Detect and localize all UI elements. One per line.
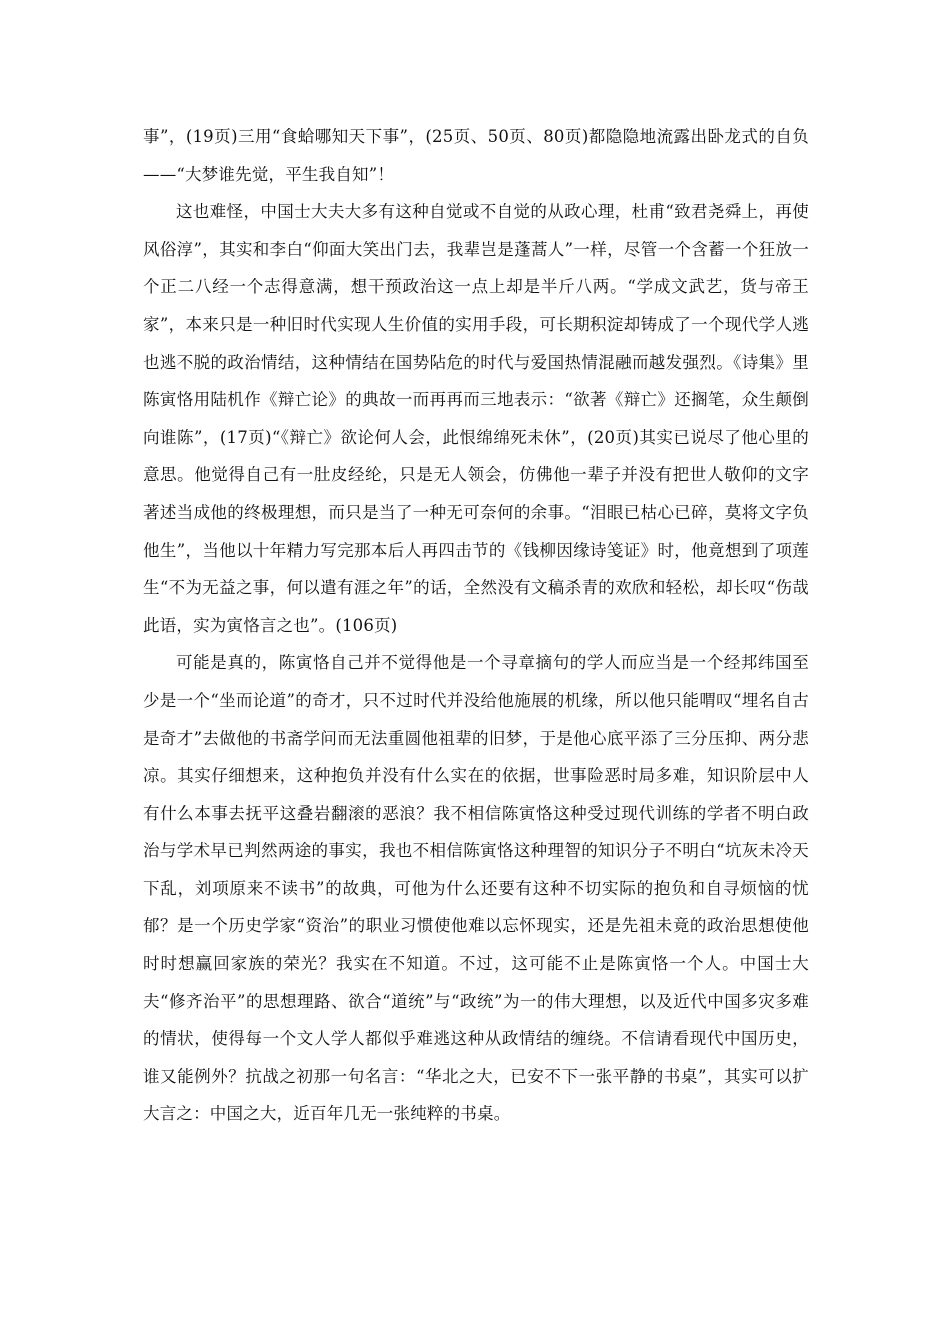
paragraph-1: 事”，(19页)三用“食蛤哪知天下事”，(25页、50页、80页)都隐隐地流露出卧龙式的自负——“大梦谁先觉，平生我自知”！ bbox=[143, 127, 809, 184]
paragraph-2: 这也难怪，中国士大夫大多有这种自觉或不自觉的从政心理，杜甫“致君尧舜上，再使风俗淳”，其实和李白“仰面大笑出门去，我辈岂是蓬蒿人”一样，尽管一个含蓄一个狂放一个正二八经一个志得意满，想干预政治这一点上却是半斤八两。“学成文武艺，货与帝王家”，本来只是一种旧时代实现人生价值的实用手段，可长期积淀却铸成了一个现代学人逃也逃不脱的政治情结，这种情结在国势阽危的时代与爱国热情混融而越发强烈。《诗集》里陈寅恪用陆机作《辩亡论》的典故一而再再而三地表示：“欲著《辩亡》还搁笔，众生颠倒向谁陈”，(17页)“《辩亡》欲论何人会，此恨绵绵死未休”，(20页)其实已说尽了他心里的意思。他觉得自己有一肚皮经纶，只是无人领会，仿佛他一辈子并没有把世人敬仰的文字著述当成他的终极理想，而只是当了一种无可奈何的余事。“泪眼已枯心已碎，莫将文字负他生”，当他以十年精力写完那本后人再四击节的《钱柳因缘诗笺证》时，他竟想到了项莲生“不为无益之事，何以遣有涯之年”的话，全然没有文稿杀青的欢欣和轻松，却长叹“伤哉此语，实为寅恪言之也”。(106页) bbox=[143, 202, 809, 635]
body-text bbox=[143, 118, 809, 1133]
paragraph-3: 可能是真的，陈寅恪自己并不觉得他是一个寻章摘句的学人而应当是一个经邦纬国至少是一个“坐而论道”的奇才，只不过时代并没给他施展的机缘，所以他只能喟叹“埋名自古是奇才”去做他的书斋学问而无法重圆他祖辈的旧梦，于是他心底平添了三分压抑、两分悲凉。其实仔细想来，这种抱负并没有什么实在的依据，世事险恶时局多难，知识阶层中人有什么本事去抚平这叠岩翻滚的恶浪？我不相信陈寅恪这种受过现代训练的学者不明白政治与学术早已判然两途的事实，我也不相信陈寅恪这种理智的知识分子不明白“坑灰未冷天下乱，刘项原来不读书”的故典，可他为什么还要有这种不切实际的抱负和自寻烦恼的忧郁？是一个历史学家“资治”的职业习惯使他难以忘怀现实，还是先祖未竟的政治思想使他时时想赢回家族的荣光？我实在不知道。不过，这可能不止是陈寅恪一个人。中国士大夫“修齐治平”的思想理路、欲合“道统”与“政统”为一的伟大理想，以及近代中国多灾多难的情状，使得每一个文人学人都似乎难逃这种从政情结的缠绕。不信请看现代中国历史，谁又能例外？抗战之初那一句名言：“华北之大，已安不下一张平静的书桌”，其实可以扩大言之：中国之大，近百年几无一张纯粹的书桌。 bbox=[143, 653, 809, 1124]
